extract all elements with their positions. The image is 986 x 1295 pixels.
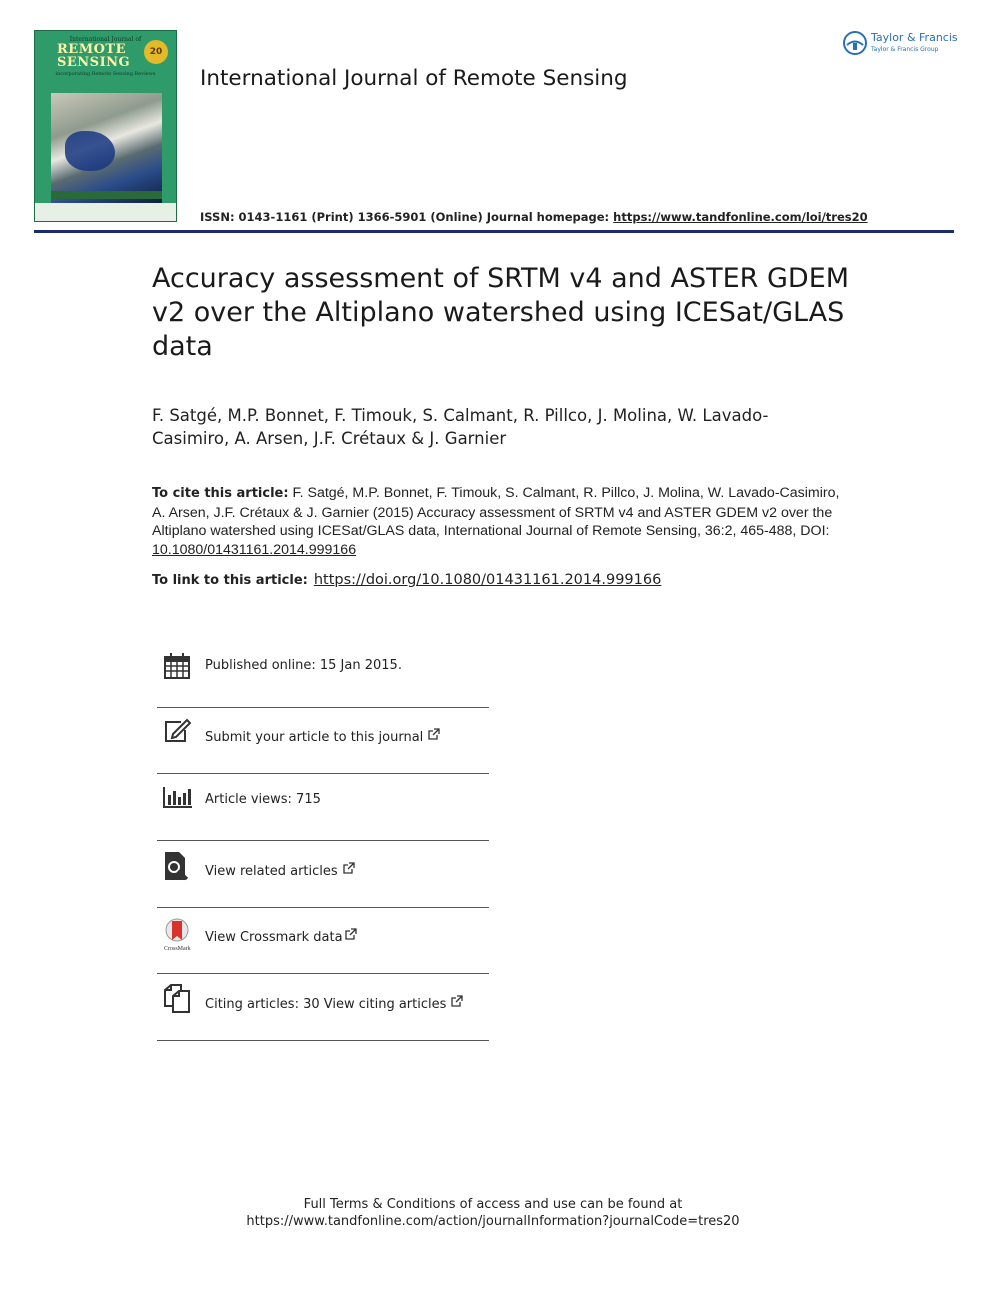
cover-image-strip: [51, 191, 162, 199]
divider: [157, 840, 489, 841]
divider: [157, 973, 489, 974]
publisher-logo[interactable]: [842, 30, 962, 56]
citing-articles-row[interactable]: [157, 982, 489, 1022]
citation-text: F. Satgé, M.P. Bonnet, F. Timouk, S. Calmant, R. Pillco, J. Molina, W. Lavado-Casimiro, A. Arsen, J.F. Crétaux & J. Garnier (2015) Accuracy assessment of SRTM v4 and ASTER GDEM v2 over the Altiplano watershed using ICESat/GLAS data, International Journal of Remote Sensing, 36:2, 465-488, DOI:: [152, 485, 840, 539]
citing-articles-link[interactable]: [205, 995, 463, 1012]
crossmark-icon: [163, 918, 195, 952]
journal-name[interactable]: International Journal of Remote Sensing: [200, 66, 628, 91]
published-online-text: Published online: 15 Jan 2015.: [205, 658, 402, 673]
submit-article-link[interactable]: [205, 728, 440, 745]
citing-articles-label: Citing articles: 30 View citing articles: [205, 997, 447, 1012]
citation-block: [152, 484, 842, 559]
footer: [0, 1196, 986, 1230]
header-rule: [34, 230, 954, 233]
article-authors: F. Satgé, M.P. Bonnet, F. Timouk, S. Calmant, R. Pillco, J. Molina, W. Lavado-Casimiro, A. Arsen, J.F. Crétaux & J. Garnier: [152, 406, 769, 448]
external-link-icon: [451, 995, 463, 1007]
cover-image-detail: [65, 131, 115, 171]
article-doi-link[interactable]: https://doi.org/10.1080/01431161.2014.999166: [313, 572, 662, 588]
related-articles-link[interactable]: [205, 862, 355, 879]
search-document-icon: [163, 851, 189, 881]
cover-title-line1: REMOTE: [57, 42, 127, 57]
citation-label: To cite this article:: [152, 486, 289, 501]
edit-icon: [163, 718, 191, 744]
bar-chart-icon: [163, 786, 193, 808]
article-views-row: [157, 782, 489, 822]
calendar-icon: [163, 652, 191, 680]
crossmark-link[interactable]: [205, 928, 357, 945]
citation-icon: [163, 984, 191, 1014]
cover-anniversary-badge: 20: [144, 40, 168, 64]
citation-doi-link[interactable]: 10.1080/01431161.2014.999166: [152, 541, 357, 558]
external-link-icon: [343, 862, 355, 874]
issn-text: ISSN: 0143-1161 (Print) 1366-5901 (Online) Journal homepage:: [200, 210, 614, 224]
footer-terms-text: Full Terms & Conditions of access and use can be found at: [303, 1197, 683, 1212]
external-link-icon: [345, 928, 357, 940]
submit-article-row[interactable]: [157, 716, 489, 756]
cover-title-line2: SENSING: [57, 55, 131, 70]
cover-incorporating: incorporating Remote Sensing Reviews: [55, 71, 156, 77]
article-title: Accuracy assessment of SRTM v4 and ASTER GDEM v2 over the Altiplano watershed using ICESat/GLAS data: [152, 263, 850, 362]
article-link-block: [152, 572, 661, 588]
crossmark-icon-label: CrossMark: [164, 946, 191, 952]
crossmark-label: View Crossmark data: [205, 930, 343, 945]
journal-cover: [34, 30, 177, 222]
issn-line: [200, 210, 868, 224]
divider: [157, 1040, 489, 1041]
cover-intl-label: International Journal of: [69, 36, 142, 43]
divider: [157, 773, 489, 774]
divider: [157, 907, 489, 908]
article-views-text: Article views: 715: [205, 792, 321, 807]
divider: [157, 707, 489, 708]
footer-terms-link[interactable]: https://www.tandfonline.com/action/journalInformation?journalCode=tres20: [246, 1214, 740, 1229]
published-online-row: [157, 650, 489, 684]
journal-homepage-link[interactable]: https://www.tandfonline.com/loi/tres20: [613, 210, 868, 224]
publisher-logo-icon: [842, 30, 868, 56]
article-link-label: To link to this article:: [152, 573, 308, 588]
related-articles-row[interactable]: [157, 849, 489, 889]
submit-article-label: Submit your article to this journal: [205, 730, 424, 745]
publisher-group: Taylor & Francis Group: [871, 46, 939, 53]
cover-footer-band: [35, 203, 176, 221]
related-articles-label: View related articles: [205, 864, 338, 879]
crossmark-row[interactable]: [157, 916, 489, 956]
publisher-name: Taylor & Francis: [871, 31, 958, 44]
external-link-icon: [428, 728, 440, 740]
